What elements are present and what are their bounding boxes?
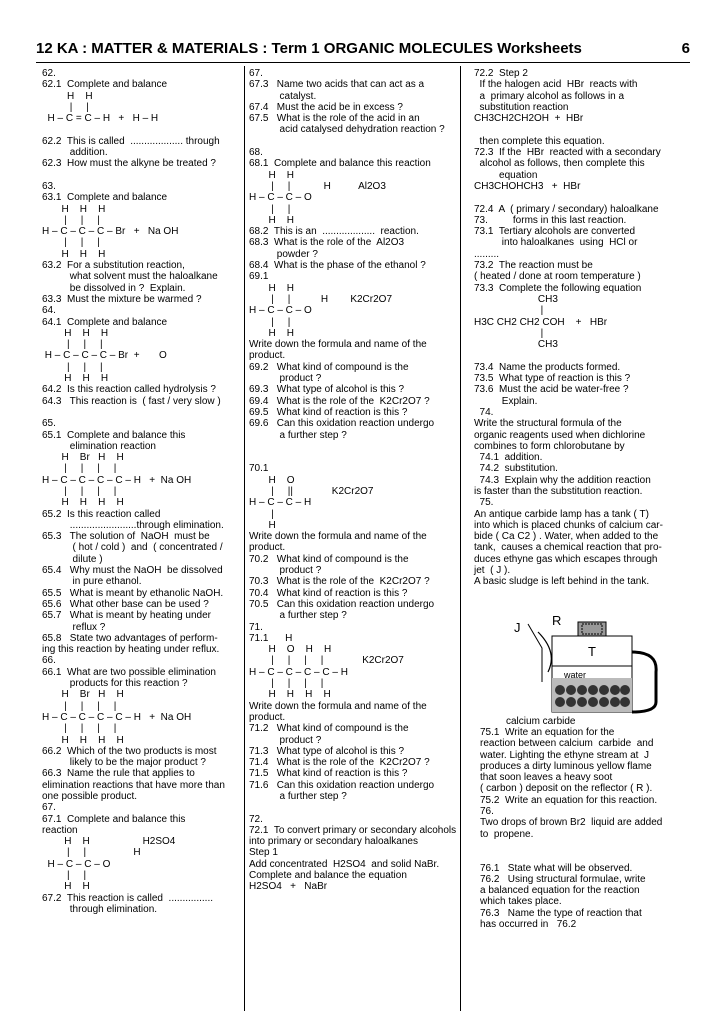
text-line: Write down the formula and name of the xyxy=(249,339,427,351)
text-line: 74.1 addition. xyxy=(474,452,543,464)
text-line: | | H K2Cr2O7 xyxy=(249,293,393,305)
text-line: 67.3 Name two acids that can act as a xyxy=(249,79,425,91)
text-line: | | xyxy=(42,870,87,882)
text-line: 67. xyxy=(42,802,56,814)
text-line: A basic sludge is left behind in the tank. xyxy=(474,576,650,588)
text-line: 74. xyxy=(474,406,494,418)
text-line: reaction between calcium carbide and xyxy=(480,738,654,750)
text-line: H – C – C – C – Br + O xyxy=(42,350,167,362)
text-line: acid catalysed dehydration reaction ? xyxy=(249,124,445,136)
text-line: H H xyxy=(42,881,90,893)
text-line: product ? xyxy=(249,373,322,385)
text-line: tank, causes a chemical reaction that pro- xyxy=(474,542,662,554)
text-line: H H H H xyxy=(249,689,331,701)
text-line: what solvent must the haloalkane xyxy=(42,271,218,283)
text-line: An antique carbide lamp has a tank ( T) xyxy=(474,508,649,520)
text-line xyxy=(480,840,690,851)
text-line: | | | xyxy=(42,214,100,226)
text-line: 72.2 Step 2 xyxy=(474,68,528,79)
text-line: 69.2 What kind of compound is the xyxy=(249,361,409,373)
text-line: Complete and balance the equation xyxy=(249,870,407,882)
carbide-lamp-diagram xyxy=(508,612,668,722)
text-line: H O xyxy=(249,474,295,486)
text-line: 66.1 What are two possible elimination xyxy=(42,666,216,678)
text-line: bide ( Ca C2 ) . Water, when added to the xyxy=(474,531,659,543)
text-line: ( hot / cold ) and ( concentrated / xyxy=(42,542,223,554)
text-line: 70.2 What kind of compound is the xyxy=(249,553,409,565)
text-line: product ? xyxy=(249,565,322,577)
text-line: 70.5 Can this oxidation reaction undergo xyxy=(249,598,435,610)
text-line: 73.6 Must the acid be water-free ? xyxy=(474,384,629,396)
text-line: CH3 xyxy=(474,293,558,305)
text-line: H – C – C – C – C – H + Na OH xyxy=(42,711,192,723)
text-line: 63.2 For a substitution reaction, xyxy=(42,260,185,272)
text-line: CH3CH2CH2OH + HBr xyxy=(474,113,584,125)
page-number: 6 xyxy=(681,40,690,57)
text-line xyxy=(42,407,242,418)
text-line: 74.2 substitution. xyxy=(474,463,558,475)
text-line: 75. xyxy=(474,497,494,509)
text-line: 70.3 What is the role of the K2Cr2O7 ? xyxy=(249,576,430,588)
text-line: combines to form chlorobutane by xyxy=(474,440,625,452)
text-line: 62. xyxy=(42,68,56,79)
text-line: | | | xyxy=(42,339,103,351)
text-line: catalyst. xyxy=(249,90,317,102)
page-title: 12 KA : MATTER & MATERIALS : Term 1 ORGANIC MOLECULES Worksheets xyxy=(36,40,582,57)
text-line: reflux ? xyxy=(42,621,106,633)
text-line: alcohol as follows, then complete this xyxy=(474,158,645,170)
text-line xyxy=(474,192,694,203)
text-line: one possible product. xyxy=(42,791,138,802)
text-line: H – C = C – H + H – H xyxy=(42,113,159,125)
text-line: through elimination. xyxy=(42,903,158,915)
text-line xyxy=(249,136,457,147)
text-line: Explain. xyxy=(474,395,538,407)
text-line: elimination reaction xyxy=(42,440,156,452)
text-line: 72. xyxy=(249,813,263,825)
text-line xyxy=(474,350,694,361)
text-line: 68. xyxy=(249,147,263,159)
text-line: equation xyxy=(474,169,538,181)
text-line: is faster than the substitution reaction. xyxy=(474,485,643,497)
text-line: H H H2SO4 xyxy=(42,836,176,848)
text-line xyxy=(249,441,457,452)
text-line: water. Lighting the ethyne stream at J xyxy=(480,749,649,761)
text-line: H3C CH2 CH2 COH + HBr xyxy=(474,316,608,328)
text-line: 65.7 What is meant by heating under xyxy=(42,610,211,622)
text-line: reaction xyxy=(42,824,78,836)
text-line: 71.4 What is the role of the K2Cr2O7 ? xyxy=(249,757,430,769)
text-line: | | | xyxy=(42,237,100,249)
label-j: J xyxy=(514,620,521,635)
column-3-lower xyxy=(480,727,690,930)
text-line: 75.2 Write an equation for this reaction. xyxy=(480,794,658,806)
text-line: 73.4 Name the products formed. xyxy=(474,361,621,373)
text-line: a balanced equation for the reaction xyxy=(480,885,640,897)
text-line: then complete this equation. xyxy=(474,135,605,147)
text-line: H – C – C – O xyxy=(249,192,312,204)
text-line: If the halogen acid HBr reacts with xyxy=(474,79,638,91)
text-line: | xyxy=(474,327,544,339)
text-line: | | H Al2O3 xyxy=(249,180,386,192)
text-line: 68.2 This is an ................... reaction. xyxy=(249,226,419,238)
text-line: H H H H xyxy=(42,734,124,746)
text-line: product. xyxy=(249,350,286,362)
text-line: 65.1 Complete and balance this xyxy=(42,429,186,441)
text-line: Add concentrated H2SO4 and solid NaBr. xyxy=(249,858,440,870)
text-line: 67. xyxy=(249,68,263,79)
text-line: 71.5 What kind of reaction is this ? xyxy=(249,768,408,780)
text-line: 72.1 To convert primary or secondary alcohols xyxy=(249,824,457,836)
text-line: produces a dirty luminous yellow flame xyxy=(480,760,652,772)
text-line: ( heated / done at room temperature ) xyxy=(474,271,641,283)
text-line: 76. xyxy=(480,806,494,818)
text-line: | | | | K2Cr2O7 xyxy=(249,655,404,667)
text-line: 63.1 Complete and balance xyxy=(42,192,168,204)
text-line: | | xyxy=(249,203,291,215)
text-line: organic reagents used when dichlorine xyxy=(474,429,646,441)
column-2 xyxy=(249,68,457,893)
text-line: | | | | xyxy=(42,485,117,497)
text-line: 62.3 How must the alkyne be treated ? xyxy=(42,158,216,170)
text-line: 75.1 Write an equation for the xyxy=(480,727,615,738)
page-header xyxy=(36,40,690,60)
text-line: H O H H xyxy=(249,644,332,656)
text-line: H xyxy=(249,519,276,531)
text-line: a further step ? xyxy=(249,610,347,622)
text-line: 70.4 What kind of reaction is this ? xyxy=(249,587,408,599)
text-line: 73. forms in this last reaction. xyxy=(474,214,627,226)
text-line: 71.1 H xyxy=(249,632,293,644)
text-line: 71.3 What type of alcohol is this ? xyxy=(249,745,405,757)
text-line: H – C – C – O xyxy=(249,305,312,317)
text-line: 65.6 What other base can be used ? xyxy=(42,598,209,610)
text-line xyxy=(249,452,457,463)
text-line: | | | | xyxy=(42,463,117,475)
text-line: has occurred in 76.2 xyxy=(480,919,577,931)
text-line: 68.1 Complete and balance this reaction xyxy=(249,158,431,170)
text-line: H H xyxy=(249,282,295,294)
text-line: 64.1 Complete and balance xyxy=(42,316,168,328)
text-line: ( carbon ) deposit on the reflector ( R ). xyxy=(480,783,653,795)
text-line: 69.1 xyxy=(249,271,269,283)
column-3 xyxy=(474,68,694,588)
text-line: | | | | xyxy=(42,700,117,712)
text-line: a further step ? xyxy=(249,791,347,802)
text-line: 71.2 What kind of compound is the xyxy=(249,723,409,735)
text-line: 62.1 Complete and balance xyxy=(42,79,168,91)
text-line: H H H H xyxy=(42,497,124,509)
text-line: into haloalkanes using HCl or xyxy=(474,237,638,249)
text-line: H Br H H xyxy=(42,452,124,464)
text-line: 69.4 What is the role of the K2Cr2O7 ? xyxy=(249,395,430,407)
text-line: powder ? xyxy=(249,248,318,260)
header-rule xyxy=(36,62,690,63)
text-line: 69.5 What kind of reaction is this ? xyxy=(249,406,408,418)
text-line: jet ( J ). xyxy=(474,565,511,577)
text-line: H – C – C – C – Br + Na OH xyxy=(42,226,179,238)
text-line: 67.2 This reaction is called ................ xyxy=(42,892,214,904)
text-line: 73.1 Tertiary alcohols are converted xyxy=(474,226,636,238)
text-line: | | xyxy=(42,101,89,113)
text-line: product. xyxy=(249,542,286,554)
text-line: | || K2Cr2O7 xyxy=(249,485,374,497)
text-line: ........................through elimination. xyxy=(42,519,224,531)
text-line: be dissolved in ? Explain. xyxy=(42,282,186,294)
text-line: 67.5 What is the role of the acid in an xyxy=(249,113,420,125)
text-line: 71. xyxy=(249,621,263,633)
column-divider-2 xyxy=(460,66,461,1011)
text-line: 71.6 Can this oxidation reaction undergo xyxy=(249,779,435,791)
text-line: Write the structural formula of the xyxy=(474,418,622,430)
text-line: elimination reactions that have more than xyxy=(42,779,225,791)
text-line: products for this reaction ? xyxy=(42,678,188,690)
text-line: | | | | xyxy=(42,723,117,735)
text-line: that soon leaves a heavy soot xyxy=(480,772,613,784)
text-line: 64. xyxy=(42,305,56,317)
text-line: H – C – C – O xyxy=(42,858,111,870)
text-line: product. xyxy=(249,711,286,723)
text-line: Two drops of brown Br2 liquid are added xyxy=(480,817,663,829)
text-line: H – C – C – H xyxy=(249,497,312,509)
text-line: 67.1 Complete and balance this xyxy=(42,813,186,825)
text-line: H H xyxy=(249,169,295,181)
text-line: likely to be the major product ? xyxy=(42,757,206,769)
text-line: a primary alcohol as follows in a xyxy=(474,90,625,102)
text-line: into primary or secondary haloalkanes xyxy=(249,836,418,848)
text-line: 70.1 xyxy=(249,463,269,475)
text-line: 73.5 What type of reaction is this ? xyxy=(474,373,631,385)
text-line: 64.2 Is this reaction called hydrolysis ? xyxy=(42,384,216,396)
label-calcium-carbide: calcium carbide xyxy=(506,716,576,727)
text-line: H – C – C – C – C – H + Na OH xyxy=(42,474,192,486)
text-line: 67.4 Must the acid be in excess ? xyxy=(249,101,403,113)
text-line: 72.3 If the HBr reacted with a secondary xyxy=(474,147,661,159)
text-line: 65.5 What is meant by ethanolic NaOH. xyxy=(42,587,224,599)
text-line: substitution reaction xyxy=(474,101,569,113)
text-line: 68.4 What is the phase of the ethanol ? xyxy=(249,260,426,272)
text-line: Step 1 xyxy=(249,847,278,859)
text-line: Write down the formula and name of the xyxy=(249,700,427,712)
text-line: a further step ? xyxy=(249,429,347,441)
text-line: 65. xyxy=(42,418,56,430)
text-line: in pure ethanol. xyxy=(42,576,142,588)
text-line: H H H xyxy=(42,373,109,385)
text-line: H – C – C – C – C – H xyxy=(249,666,348,678)
text-line: H H H xyxy=(42,203,106,215)
text-line: 76.1 State what will be observed. xyxy=(480,862,633,874)
text-line: CH3CHOHCH3 + HBr xyxy=(474,180,581,192)
text-line xyxy=(480,851,690,862)
text-line: which takes place. xyxy=(480,896,562,908)
text-line: H H xyxy=(42,90,93,102)
text-line: 63. xyxy=(42,180,56,192)
text-line xyxy=(474,124,694,135)
text-line: 72.4 A ( primary / secondary) haloalkane xyxy=(474,203,659,215)
text-line: 65.4 Why must the NaOH be dissolved xyxy=(42,565,223,577)
text-line: 65.8 State two advantages of perform- xyxy=(42,632,218,644)
text-line: | | H xyxy=(42,847,141,859)
text-line: 62.2 This is called ................... through xyxy=(42,135,220,147)
text-line: 73.3 Complete the following equation xyxy=(474,282,642,294)
text-line: 69.3 What type of alcohol is this ? xyxy=(249,384,405,396)
text-line: duces ethyne gas which escapes through xyxy=(474,553,658,565)
text-line: to propene. xyxy=(480,828,534,840)
text-line: H Br H H xyxy=(42,689,124,701)
text-line: 65.2 Is this reaction called xyxy=(42,508,161,520)
text-line: H H H xyxy=(42,327,109,339)
text-line: 68.3 What is the role of the Al2O3 xyxy=(249,237,405,249)
text-line: 63.3 Must the mixture be warmed ? xyxy=(42,293,202,305)
text-line: dilute ) xyxy=(42,553,103,565)
text-line: 76.3 Name the type of reaction that xyxy=(480,907,642,919)
column-divider-1 xyxy=(244,66,245,1011)
column-1 xyxy=(42,68,242,915)
text-line: 69.6 Can this oxidation reaction undergo xyxy=(249,418,435,430)
text-line: into which is placed chunks of calcium car- xyxy=(474,519,663,531)
text-line: addition. xyxy=(42,147,108,159)
text-line: product ? xyxy=(249,734,322,746)
text-line: | xyxy=(249,508,274,520)
text-line xyxy=(249,802,457,813)
label-r: R xyxy=(552,613,562,628)
text-line: H2SO4 + NaBr xyxy=(249,881,328,893)
text-line xyxy=(42,124,242,135)
label-water: water xyxy=(564,670,587,680)
text-line: | | | xyxy=(42,361,103,373)
text-line: H H xyxy=(249,214,295,226)
text-line: | xyxy=(474,305,544,317)
text-line: 65.3 The solution of NaOH must be xyxy=(42,531,210,543)
text-line: 74.3 Explain why the addition reaction xyxy=(474,474,651,486)
text-line: | | | | xyxy=(249,678,324,690)
text-line: 66.2 Which of the two products is most xyxy=(42,745,217,757)
text-line: ......... xyxy=(474,248,500,260)
text-line: 66. xyxy=(42,655,56,667)
text-line: CH3 xyxy=(474,339,558,351)
text-line: 73.2 The reaction must be xyxy=(474,260,593,272)
text-line: Write down the formula and name of the xyxy=(249,531,427,543)
text-line: | | xyxy=(249,316,291,328)
text-line xyxy=(42,170,242,181)
text-line: 66.3 Name the rule that applies to xyxy=(42,768,195,780)
text-line: H H xyxy=(249,327,295,339)
label-t: T xyxy=(588,644,596,659)
text-line: ing this reaction by heating under reflux. xyxy=(42,644,220,656)
text-line: 64.3 This reaction is ( fast / very slow ) xyxy=(42,395,221,407)
text-line: H H H xyxy=(42,248,106,260)
text-line: 76.2 Using structural formulae, write xyxy=(480,873,646,885)
